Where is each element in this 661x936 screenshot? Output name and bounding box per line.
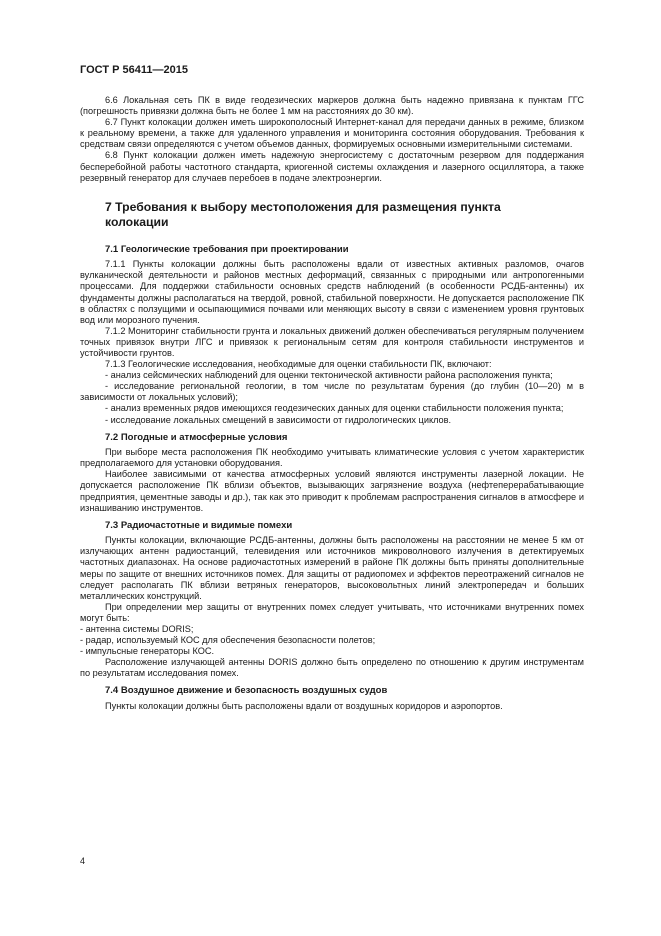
paragraph-7-2-b: Наиболее зависимыми от качества атмосферных условий являются инструменты лазерной локации. Не допускается расположение ПК вблизи объектов, вызывающих загрязнение воздуха (нефтеперерабатывающие предприятия, цементные заводы и др.), так как это приводит к проблемам распространения сигналов в атмосфере и изнашиванию инструментов. bbox=[80, 469, 584, 513]
paragraph-7-3-a: Пункты колокации, включающие РСДБ-антенны, должны быть расположены на расстоянии не менее 5 км от излучающих антенн радиостанций, телевидения или источников микроволнового излучения в детектируемых частотных диапазонах. На основе радиочастотных измерений в районе ПК должны быть приняты дополнительные меры по защите от внешних источников помех. Для защиты от радиопомех и эффектов переотражений сигналов не следует располагать ПК вблизи ветряных генераторов, высоковольтных линий электропередач и больших металлических конструкций. bbox=[80, 535, 584, 601]
list-item: - исследование локальных смещений в зависимости от гидрологических циклов. bbox=[105, 414, 452, 425]
list-item: - импульсные генераторы КОС. bbox=[80, 646, 215, 657]
paragraph-7-2-a: При выборе места расположения ПК необходимо учитывать климатические условия с учетом характеристик предполагаемого для установки оборудования. bbox=[80, 447, 584, 469]
subsection-7-3-title: 7.3 Радиочастотные и видимые помехи bbox=[105, 519, 293, 531]
section-7-title: 7 Требования к выбору местоположения для размещения пункта колокации bbox=[105, 199, 501, 229]
document-body bbox=[80, 95, 584, 712]
subsection-7-4-title: 7.4 Воздушное движение и безопасность воздушных судов bbox=[105, 685, 388, 697]
paragraph-7-4: Пункты колокации должны быть расположены вдали от воздушных коридоров и аэропортов. bbox=[105, 700, 503, 711]
subsection-7-1-title: 7.1 Геологические требования при проектировании bbox=[105, 243, 349, 255]
list-item: - антенна системы DORIS; bbox=[80, 623, 194, 634]
page-number: 4 bbox=[80, 856, 86, 866]
paragraph-7-1-3: 7.1.3 Геологические исследования, необходимые для оценки стабильности ПК, включают: bbox=[105, 359, 492, 370]
subsection-7-2-title: 7.2 Погодные и атмосферные условия bbox=[105, 431, 288, 443]
list-item: - анализ временных рядов имеющихся геодезических данных для оценки стабильности положения пункта; bbox=[105, 403, 564, 414]
paragraph-7-3-b: При определении мер защиты от внутренних помех следует учитывать, что источниками внутренних помех могут быть: bbox=[80, 601, 584, 623]
paragraph-6-6: 6.6 Локальная сеть ПК в виде геодезических маркеров должна быть надежно привязана к пунктам ГГС (погрешность привязки должна быть не более 1 мм на расстояниях до 30 км). bbox=[80, 95, 584, 117]
paragraph-7-1-1: 7.1.1 Пункты колокации должны быть расположены вдали от известных активных разломов, очагов вулканической деятельности и районов местных деформаций, связанных с природными или антропогенными процессами. Для поддержки стабильности основных средств наблюдений (в особенности РСДБ-антенны) их фундаменты должны располагаться на твердой, ровной, стабильной поверхности. Не допускается расположение ПК в областях с ползущими и осыпающимися почвами или меняющих высоту в связи с изменением уровня грунтовых вод или морозного пучения. bbox=[80, 259, 584, 325]
list-item: - радар, используемый КОС для обеспечения безопасности полетов; bbox=[80, 635, 376, 646]
paragraph-7-3-c: Расположение излучающей антенны DORIS должно быть определено по отношению к другим инструментам по результатам исследования помех. bbox=[80, 657, 584, 679]
list-item: - исследование региональной геологии, в том числе по результатам бурения (до глубин (10—20) м в зависимости от локальных условий); bbox=[80, 381, 584, 403]
list-item: - анализ сейсмических наблюдений для оценки тектонической активности района расположения пункта; bbox=[105, 370, 553, 381]
paragraph-7-1-2: 7.1.2 Мониторинг стабильности грунта и локальных движений должен обеспечиваться регулярным получением точных привязок внутри ЛГС и привязок к региональным сетям для контроля стабильности инструментов и устойчивости грунтов. bbox=[80, 325, 584, 358]
document-header: ГОСТ Р 56411—2015 bbox=[80, 64, 188, 76]
paragraph-6-8: 6.8 Пункт колокации должен иметь надежную энергосистему с достаточным резервом для поддержания бесперебойной работы частотного стандарта, криогенной системы охлаждения и лазерного осциллятора, а также резервный генератор для случаев перебоев в подаче электроэнергии. bbox=[80, 150, 584, 183]
paragraph-6-7: 6.7 Пункт колокации должен иметь широкополосный Интернет-канал для передачи данных в режиме, близком к реальному времени, а также для удаленного управления и мониторинга состояния оборудования. Требования к средствам связи определяются с учетом объемов данных, формируемых основными измерительными системами. bbox=[80, 117, 584, 150]
